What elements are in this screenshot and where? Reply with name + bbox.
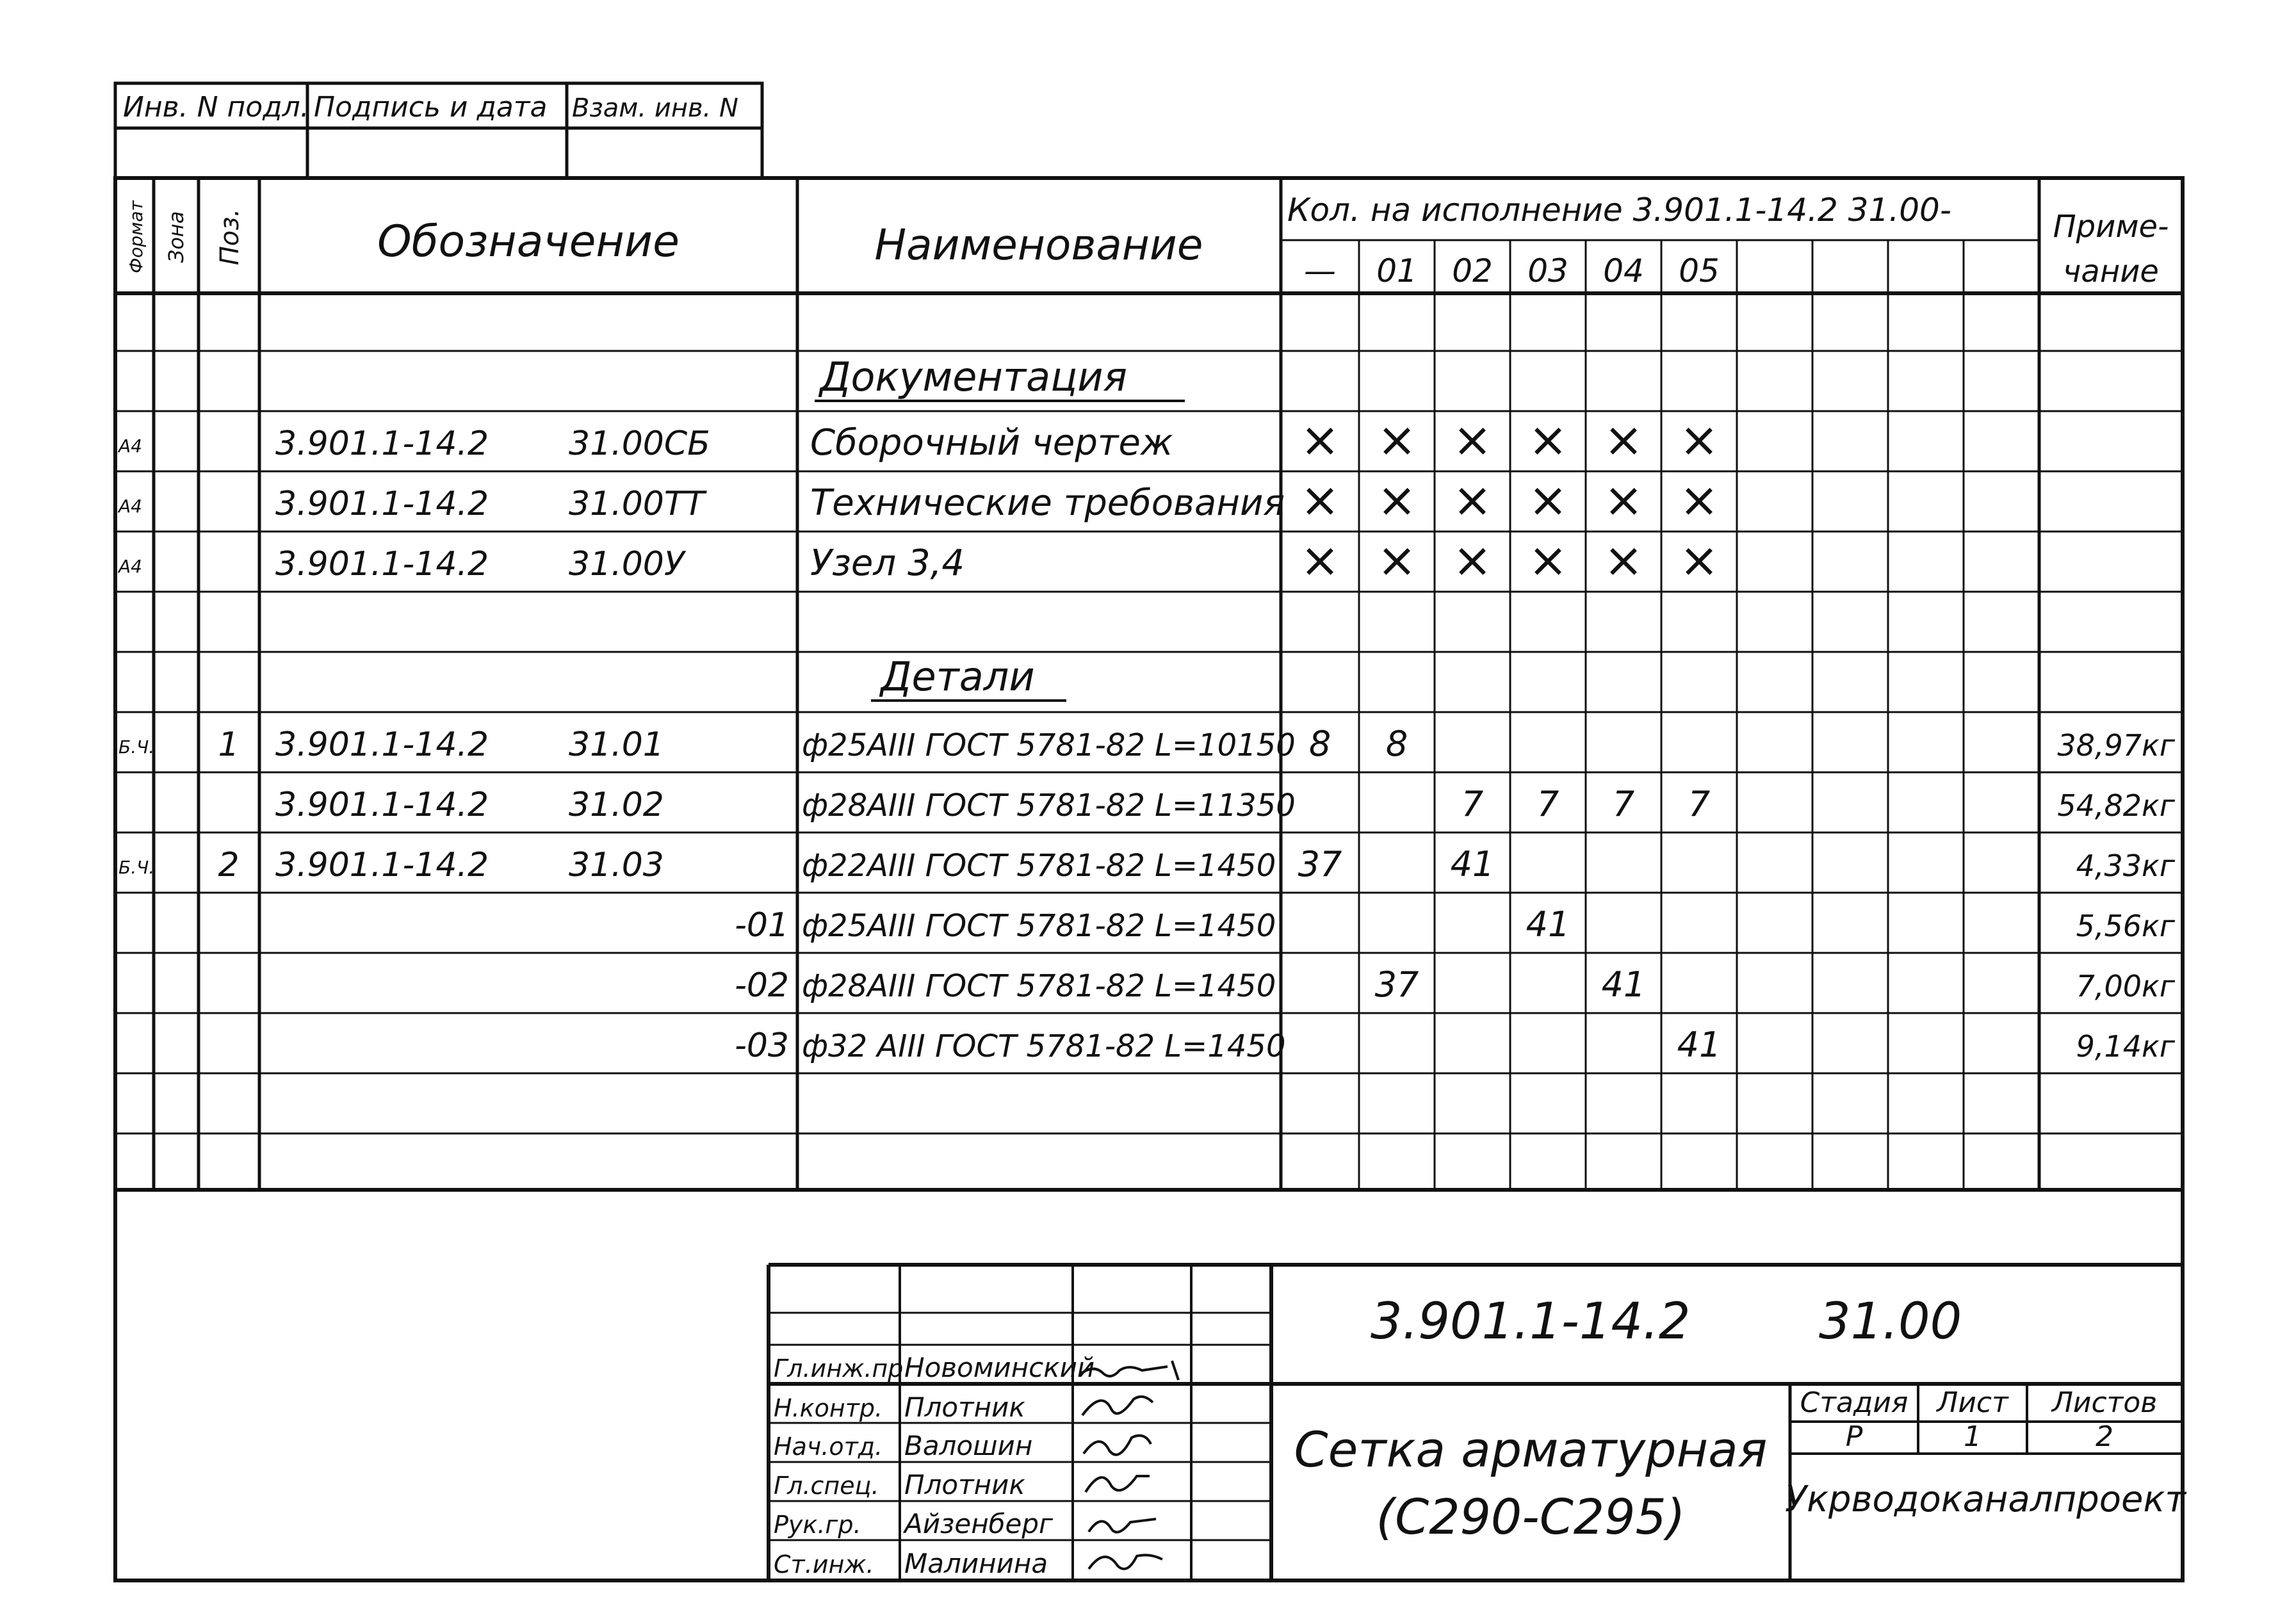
qty-cross-mark: × (1376, 473, 1417, 528)
header-pos: Поз. (215, 208, 245, 266)
table-row (275, 784, 2176, 824)
signer-row (774, 1508, 1054, 1539)
signers-list (774, 1352, 1095, 1579)
signer-name: Валошин (904, 1430, 1033, 1461)
signer-role: Н.контр. (774, 1394, 883, 1422)
row-format: A4 (118, 435, 142, 457)
qty-cross-mark: × (1527, 473, 1568, 528)
row-designation-suffix: 31.01 (569, 726, 664, 764)
documentation-rows (117, 412, 1719, 588)
stamp-inv-number: Инв. N подл. (123, 91, 309, 124)
qty-cross-mark: × (1299, 473, 1340, 528)
drawing-title-line1: Сетка арматурная (1294, 1421, 1768, 1478)
row-qty: 37 (1374, 964, 1419, 1005)
row-name: ф28АIII ГОСТ 5781-82 L=1450 (802, 968, 1276, 1004)
variant-label: 05 (1679, 252, 1720, 289)
row-designation-code: 3.901.1-14.2 (275, 425, 489, 463)
doc-suffix: 31.00 (1819, 1293, 1962, 1351)
variant-label: 02 (1452, 252, 1493, 289)
header-designation: Обозначение (377, 216, 680, 267)
row-designation-suffix: 31.00СБ (569, 425, 710, 463)
row-name: ф25АIII ГОСТ 5781-82 L=10150 (802, 727, 1296, 763)
row-designation-suffix: 31.00ТТ (569, 485, 705, 523)
row-name: ф22АIII ГОСТ 5781-82 L=1450 (802, 848, 1276, 884)
signer-name: Плотник (904, 1469, 1025, 1500)
signer-role: Рук.гр. (774, 1511, 861, 1539)
table-row (118, 724, 2176, 764)
row-note: 54,82кг (2057, 788, 2175, 823)
row-format: A4 (118, 496, 142, 517)
row-qty: 7 (1612, 784, 1635, 824)
qty-cross-mark: × (1679, 533, 1720, 588)
variant-header-row (1304, 252, 1720, 289)
signer-role: Нач.отд. (774, 1433, 883, 1461)
qty-cross-mark: × (1299, 412, 1340, 467)
row-qty: 7 (1461, 784, 1484, 824)
stamp-signature-date: Подпись и дата (314, 91, 548, 124)
row-note: 7,00кг (2076, 969, 2175, 1003)
stage-label: Стадия (1800, 1386, 1909, 1419)
row-qty: 7 (1536, 784, 1559, 824)
signer-name: Айзенберг (904, 1508, 1054, 1539)
sheet-value: 1 (1964, 1420, 1982, 1453)
variant-label: 01 (1376, 252, 1417, 289)
variant-label: — (1304, 252, 1336, 289)
variant-label: 04 (1603, 252, 1644, 289)
organization: Укрводоканалпроект (1785, 1479, 2186, 1520)
table-row (735, 1025, 2176, 1065)
row-format: Б.Ч. (118, 857, 155, 878)
stamp-replace-inv: Взам. инв. N (572, 93, 738, 123)
row-designation-code: 3.901.1-14.2 (275, 726, 489, 764)
row-name: ф28АIII ГОСТ 5781-82 L=11350 (802, 788, 1296, 824)
signatures (1081, 1361, 1178, 1569)
signer-row (774, 1548, 1048, 1579)
signer-name: Новоминский (904, 1352, 1095, 1383)
signer-row (774, 1430, 1032, 1461)
row-qty: 7 (1688, 784, 1711, 824)
row-qty: 41 (1526, 904, 1570, 945)
qty-cross-mark: × (1376, 412, 1417, 467)
sheet-label: Лист (1937, 1386, 2008, 1419)
row-designation-code: 3.901.1-14.2 (275, 485, 489, 523)
qty-cross-mark: × (1452, 473, 1493, 528)
row-pos: 1 (218, 726, 240, 764)
row-execution: -02 (735, 966, 789, 1005)
qty-cross-mark: × (1527, 412, 1568, 467)
row-name: ф25АIII ГОСТ 5781-82 L=1450 (802, 908, 1276, 944)
row-qty: 8 (1385, 724, 1408, 764)
row-name: Сборочный чертеж (810, 422, 1173, 464)
qty-cross-mark: × (1679, 412, 1720, 467)
row-name: Технические требования (810, 482, 1285, 524)
sheets-value: 2 (2096, 1420, 2113, 1453)
row-note: 38,97кг (2057, 728, 2175, 763)
stage-value: Р (1845, 1420, 1863, 1453)
row-name: Узел 3,4 (810, 542, 965, 584)
header-note-line2: чание (2063, 254, 2159, 289)
row-designation-suffix: 31.02 (569, 786, 664, 824)
table-row (118, 844, 2176, 884)
table-row (117, 412, 1719, 467)
qty-cross-mark: × (1452, 412, 1493, 467)
signer-role: Ст.инж. (774, 1550, 874, 1579)
row-designation-suffix: 31.03 (569, 846, 664, 884)
drawing-title-line2: (С290-С295) (1376, 1488, 1686, 1545)
row-designation-code: 3.901.1-14.2 (275, 545, 489, 583)
signer-row (774, 1352, 1095, 1383)
qty-cross-mark: × (1603, 533, 1644, 588)
qty-cross-mark: × (1679, 473, 1720, 528)
section-details: Детали (881, 653, 1035, 700)
signer-name: Малинина (904, 1548, 1048, 1579)
header-name: Наименование (874, 220, 1203, 270)
row-format: A4 (118, 556, 142, 577)
row-execution: -03 (735, 1027, 789, 1065)
qty-cross-mark: × (1603, 412, 1644, 467)
header-note-line1: Приме- (2053, 209, 2169, 245)
qty-cross-mark: × (1527, 533, 1568, 588)
table-row (117, 533, 1719, 588)
row-qty: 8 (1308, 724, 1331, 764)
header-qty-title: Кол. на исполнение 3.901.1-14.2 31.00- (1287, 191, 1951, 229)
qty-cross-mark: × (1452, 533, 1493, 588)
signer-role: Гл.спец. (774, 1472, 879, 1500)
row-qty: 41 (1450, 844, 1495, 884)
row-designation-code: 3.901.1-14.2 (275, 786, 489, 824)
table-row (117, 473, 1719, 528)
row-execution: -01 (735, 906, 789, 945)
qty-cross-mark: × (1299, 533, 1340, 588)
row-qty: 41 (1601, 964, 1646, 1005)
row-note: 9,14кг (2076, 1029, 2175, 1064)
section-documentation: Документация (820, 353, 1127, 400)
table-row (735, 904, 2176, 945)
row-note: 5,56кг (2076, 909, 2175, 943)
variant-label: 03 (1527, 252, 1568, 289)
row-designation-code: 3.901.1-14.2 (275, 846, 489, 884)
signer-name: Плотник (904, 1392, 1025, 1423)
row-note: 4,33кг (2076, 849, 2175, 883)
row-name: ф32 АIII ГОСТ 5781-82 L=1450 (802, 1028, 1286, 1064)
qty-cross-mark: × (1376, 533, 1417, 588)
sheets-label: Листов (2051, 1386, 2158, 1419)
qty-cross-mark: × (1603, 473, 1644, 528)
row-qty: 41 (1677, 1025, 1722, 1065)
header-format: Формат (126, 200, 147, 273)
row-designation-suffix: 31.00У (569, 545, 685, 583)
signer-role: Гл.инж.пр (774, 1354, 904, 1383)
row-qty: 37 (1298, 844, 1342, 884)
doc-number: 3.901.1-14.2 (1371, 1293, 1691, 1351)
table-row (735, 964, 2176, 1005)
row-format: Б.Ч. (118, 736, 155, 758)
header-zone: Зона (164, 211, 188, 263)
row-pos: 2 (218, 846, 240, 884)
